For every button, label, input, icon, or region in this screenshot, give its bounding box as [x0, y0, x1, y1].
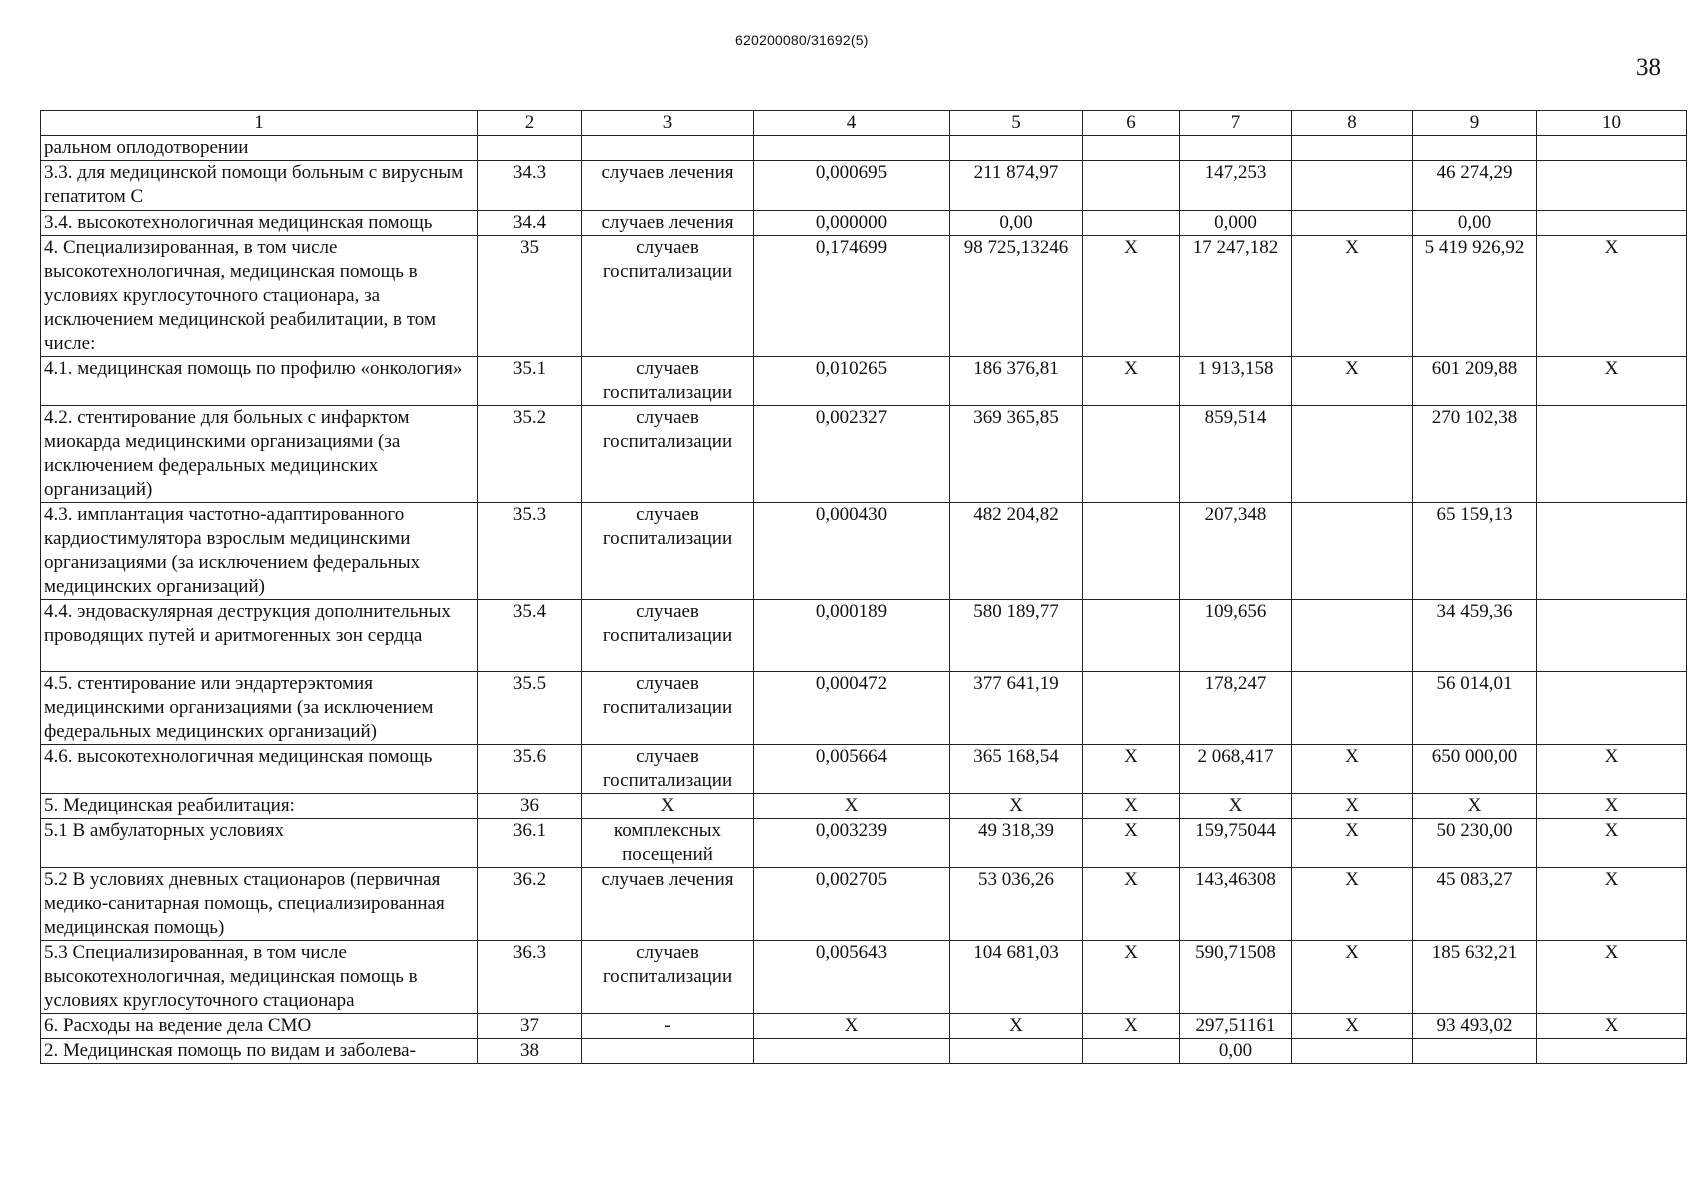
row-code: 36.1: [478, 819, 582, 868]
row-name: 6. Расходы на ведение дела СМО: [41, 1014, 478, 1039]
cell-col8: [1292, 406, 1413, 503]
cell-col6: X: [1083, 794, 1180, 819]
row-code: 35.1: [478, 357, 582, 406]
cell-col4: X: [754, 794, 950, 819]
column-header: 10: [1537, 111, 1687, 136]
cell-col8: [1292, 211, 1413, 236]
cell-col9: 0,00: [1413, 211, 1537, 236]
cell-col7: 178,247: [1180, 672, 1292, 745]
cell-col9: X: [1413, 794, 1537, 819]
cell-col9: 185 632,21: [1413, 941, 1537, 1014]
cell-col10: X: [1537, 868, 1687, 941]
cell-col4: 0,003239: [754, 819, 950, 868]
cell-col10: [1537, 136, 1687, 161]
row-name: 4.3. имплантация частотно-адаптированного кардиостимулятора взрослым медицинскими организациями (за исключением федеральных медицинских организаций): [41, 503, 478, 600]
cell-col6: [1083, 503, 1180, 600]
cell-col7: 297,51161: [1180, 1014, 1292, 1039]
row-code: 35.5: [478, 672, 582, 745]
row-unit: случаев госпитализации: [582, 503, 754, 600]
cell-col5: [950, 1039, 1083, 1064]
cell-col6: [1083, 211, 1180, 236]
cell-col4: 0,002705: [754, 868, 950, 941]
table-row: [41, 600, 1687, 672]
column-header: 1: [41, 111, 478, 136]
cell-col9: 34 459,36: [1413, 600, 1537, 672]
cell-col5: 482 204,82: [950, 503, 1083, 600]
cell-col9: 650 000,00: [1413, 745, 1537, 794]
row-code: 35.3: [478, 503, 582, 600]
table-row: [41, 1039, 1687, 1064]
row-name: 4.6. высокотехнологичная медицинская помощь: [41, 745, 478, 794]
cell-col5: 98 725,13246: [950, 236, 1083, 357]
row-code: 37: [478, 1014, 582, 1039]
cell-col7: 0,000: [1180, 211, 1292, 236]
row-name: 4.2. стентирование для больных с инфарктом миокарда медицинскими организациями (за исключением федеральных медицинских организаций): [41, 406, 478, 503]
cell-col8: X: [1292, 868, 1413, 941]
row-unit: [582, 1039, 754, 1064]
cell-col8: X: [1292, 941, 1413, 1014]
cell-col4: 0,010265: [754, 357, 950, 406]
cell-col8: [1292, 672, 1413, 745]
row-name: ральном оплодотворении: [41, 136, 478, 161]
row-unit: X: [582, 794, 754, 819]
table-row: [41, 868, 1687, 941]
cell-col9: [1413, 136, 1537, 161]
cell-col10: [1537, 161, 1687, 211]
cell-col4: [754, 136, 950, 161]
cell-col8: X: [1292, 745, 1413, 794]
row-code: 35.6: [478, 745, 582, 794]
row-unit: случаев госпитализации: [582, 600, 754, 672]
cell-col8: [1292, 136, 1413, 161]
cell-col5: [950, 136, 1083, 161]
cell-col4: 0,000472: [754, 672, 950, 745]
row-code: [478, 136, 582, 161]
cell-col5: 186 376,81: [950, 357, 1083, 406]
cell-col5: 580 189,77: [950, 600, 1083, 672]
document-id: 620200080/31692(5): [735, 32, 869, 48]
cell-col9: 5 419 926,92: [1413, 236, 1537, 357]
table-row: [41, 211, 1687, 236]
row-unit: -: [582, 1014, 754, 1039]
table-row: [41, 819, 1687, 868]
row-unit: [582, 136, 754, 161]
cell-col6: X: [1083, 745, 1180, 794]
cell-col7: 207,348: [1180, 503, 1292, 600]
cell-col6: X: [1083, 819, 1180, 868]
row-unit: случаев госпитализации: [582, 745, 754, 794]
cell-col9: 56 014,01: [1413, 672, 1537, 745]
cell-col9: [1413, 1039, 1537, 1064]
cell-col4: 0,000189: [754, 600, 950, 672]
table-row: [41, 406, 1687, 503]
cell-col10: [1537, 503, 1687, 600]
cell-col10: X: [1537, 941, 1687, 1014]
table-row: [41, 1014, 1687, 1039]
cell-col7: 590,71508: [1180, 941, 1292, 1014]
row-unit: случаев лечения: [582, 161, 754, 211]
cell-col6: X: [1083, 941, 1180, 1014]
cell-col6: X: [1083, 1014, 1180, 1039]
row-unit: случаев лечения: [582, 211, 754, 236]
row-name: 3.3. для медицинской помощи больным с вирусным гепатитом С: [41, 161, 478, 211]
cell-col7: 859,514: [1180, 406, 1292, 503]
row-unit: случаев госпитализации: [582, 672, 754, 745]
cell-col7: 0,00: [1180, 1039, 1292, 1064]
column-header: 5: [950, 111, 1083, 136]
row-name: 4.5. стентирование или эндартерэктомия медицинскими организациями (за исключением федеральных медицинских организаций): [41, 672, 478, 745]
row-code: 35.4: [478, 600, 582, 672]
cell-col10: X: [1537, 357, 1687, 406]
table-row: [41, 503, 1687, 600]
cell-col10: X: [1537, 236, 1687, 357]
column-header: 6: [1083, 111, 1180, 136]
cell-col5: 369 365,85: [950, 406, 1083, 503]
cell-col4: 0,174699: [754, 236, 950, 357]
cell-col8: [1292, 600, 1413, 672]
cell-col6: [1083, 672, 1180, 745]
row-code: 35: [478, 236, 582, 357]
cell-col8: X: [1292, 236, 1413, 357]
cell-col6: [1083, 406, 1180, 503]
cell-col4: 0,000430: [754, 503, 950, 600]
cell-col7: 159,75044: [1180, 819, 1292, 868]
cell-col10: [1537, 672, 1687, 745]
cell-col9: 46 274,29: [1413, 161, 1537, 211]
table-row: [41, 794, 1687, 819]
row-code: 36: [478, 794, 582, 819]
cell-col9: 270 102,38: [1413, 406, 1537, 503]
cell-col10: [1537, 406, 1687, 503]
cell-col4: 0,000695: [754, 161, 950, 211]
cell-col10: X: [1537, 819, 1687, 868]
cell-col9: 45 083,27: [1413, 868, 1537, 941]
row-unit: случаев лечения: [582, 868, 754, 941]
cell-col5: 49 318,39: [950, 819, 1083, 868]
cell-col8: X: [1292, 794, 1413, 819]
cell-col8: X: [1292, 1014, 1413, 1039]
cell-col10: [1537, 211, 1687, 236]
cell-col6: [1083, 600, 1180, 672]
table-row: [41, 745, 1687, 794]
table-row: [41, 136, 1687, 161]
row-unit: комплексных посещений: [582, 819, 754, 868]
column-header: 7: [1180, 111, 1292, 136]
cell-col6: [1083, 136, 1180, 161]
cell-col10: [1537, 1039, 1687, 1064]
cell-col5: 104 681,03: [950, 941, 1083, 1014]
data-table: [40, 110, 1687, 1064]
cell-col7: 1 913,158: [1180, 357, 1292, 406]
column-header: 9: [1413, 111, 1537, 136]
row-name: 2. Медицинская помощь по видам и заболева-: [41, 1039, 478, 1064]
cell-col5: 365 168,54: [950, 745, 1083, 794]
cell-col7: 17 247,182: [1180, 236, 1292, 357]
row-code: 35.2: [478, 406, 582, 503]
column-header: 3: [582, 111, 754, 136]
row-unit: случаев госпитализации: [582, 941, 754, 1014]
cell-col9: 65 159,13: [1413, 503, 1537, 600]
row-code: 36.2: [478, 868, 582, 941]
table-header-row: [41, 111, 1687, 136]
cell-col7: X: [1180, 794, 1292, 819]
row-name: 5.2 В условиях дневных стационаров (первичная медико-санитарная помощь, специализированная медицинская помощь): [41, 868, 478, 941]
cell-col8: [1292, 1039, 1413, 1064]
cell-col7: 109,656: [1180, 600, 1292, 672]
cell-col8: [1292, 503, 1413, 600]
cell-col9: 601 209,88: [1413, 357, 1537, 406]
row-name: 4.1. медицинская помощь по профилю «онкология»: [41, 357, 478, 406]
cell-col8: X: [1292, 357, 1413, 406]
cell-col4: 0,005643: [754, 941, 950, 1014]
row-code: 34.3: [478, 161, 582, 211]
column-header: 4: [754, 111, 950, 136]
cell-col7: [1180, 136, 1292, 161]
cell-col5: 211 874,97: [950, 161, 1083, 211]
table-row: [41, 161, 1687, 211]
cell-col8: [1292, 161, 1413, 211]
cell-col6: X: [1083, 236, 1180, 357]
cell-col9: 50 230,00: [1413, 819, 1537, 868]
row-unit: случаев госпитализации: [582, 357, 754, 406]
cell-col10: X: [1537, 745, 1687, 794]
row-name: 4. Специализированная, в том числе высокотехнологичная, медицинская помощь в условиях круглосуточного стационара, за исключением медицинской реабилитации, в том числе:: [41, 236, 478, 357]
page-number: 38: [1636, 54, 1661, 81]
cell-col4: 0,000000: [754, 211, 950, 236]
column-header: 2: [478, 111, 582, 136]
cell-col6: [1083, 1039, 1180, 1064]
cell-col7: 147,253: [1180, 161, 1292, 211]
table-row: [41, 941, 1687, 1014]
row-name: 5.1 В амбулаторных условиях: [41, 819, 478, 868]
row-name: 5. Медицинская реабилитация:: [41, 794, 478, 819]
row-name: 3.4. высокотехнологичная медицинская помощь: [41, 211, 478, 236]
cell-col4: 0,005664: [754, 745, 950, 794]
cell-col4: 0,002327: [754, 406, 950, 503]
cell-col7: 143,46308: [1180, 868, 1292, 941]
cell-col5: 0,00: [950, 211, 1083, 236]
cell-col9: 93 493,02: [1413, 1014, 1537, 1039]
cell-col10: [1537, 600, 1687, 672]
row-unit: случаев госпитализации: [582, 406, 754, 503]
cell-col6: X: [1083, 868, 1180, 941]
table-row: [41, 236, 1687, 357]
cell-col10: X: [1537, 794, 1687, 819]
table-row: [41, 672, 1687, 745]
cell-col10: X: [1537, 1014, 1687, 1039]
row-code: 34.4: [478, 211, 582, 236]
cell-col5: 377 641,19: [950, 672, 1083, 745]
cell-col8: X: [1292, 819, 1413, 868]
cell-col6: X: [1083, 357, 1180, 406]
cell-col7: 2 068,417: [1180, 745, 1292, 794]
cell-col5: 53 036,26: [950, 868, 1083, 941]
row-unit: случаев госпитализации: [582, 236, 754, 357]
cell-col5: X: [950, 1014, 1083, 1039]
row-code: 38: [478, 1039, 582, 1064]
row-name: 4.4. эндоваскулярная деструкция дополнительных проводящих путей и аритмогенных зон сердца: [41, 600, 478, 672]
column-header: 8: [1292, 111, 1413, 136]
cell-col5: X: [950, 794, 1083, 819]
table-row: [41, 357, 1687, 406]
cell-col4: [754, 1039, 950, 1064]
row-code: 36.3: [478, 941, 582, 1014]
cell-col4: X: [754, 1014, 950, 1039]
cell-col6: [1083, 161, 1180, 211]
row-name: 5.3 Специализированная, в том числе высокотехнологичная, медицинская помощь в условиях круглосуточного стационара: [41, 941, 478, 1014]
